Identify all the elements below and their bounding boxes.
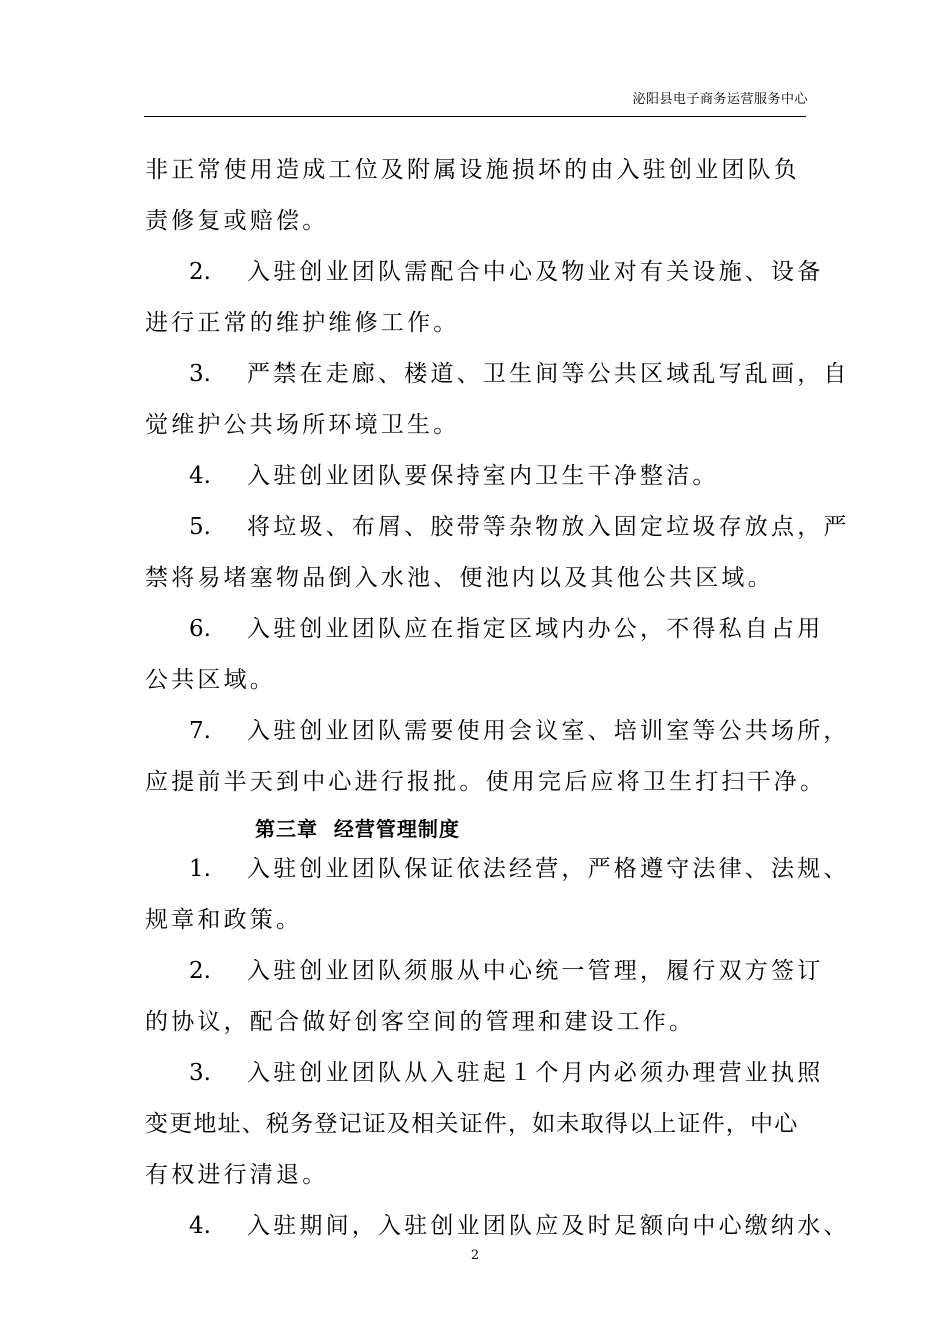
paragraph-line: 禁将易堵塞物品倒入水池、便池内以及其他公共区域。 [145, 565, 774, 591]
paragraph-line: 公共区域。 [145, 667, 276, 693]
paragraph-line: 责修复或赔偿。 [145, 208, 329, 234]
item-number: 1. [189, 856, 211, 882]
list-item-6 [145, 609, 824, 660]
item-text: 入驻创业团队从入驻起１个月内必须办理营业执照 [247, 1060, 824, 1086]
list-item-5 [145, 507, 850, 558]
list-item-3 [145, 1053, 824, 1104]
list-item-2 [145, 252, 824, 303]
item-number: 7. [189, 718, 211, 744]
item-text: 入驻创业团队需配合中心及物业对有关设施、设备 [247, 259, 824, 285]
document-body [145, 150, 850, 1257]
paragraph-line: 进行正常的维护维修工作。 [145, 310, 460, 336]
item-number: 6. [189, 616, 211, 642]
list-item-3 [145, 354, 850, 405]
item-number: 2. [189, 259, 211, 285]
item-text: 入驻创业团队需要使用会议室、培训室等公共场所， [247, 718, 850, 744]
chapter-heading: 第三章 经营管理制度 [255, 817, 460, 841]
list-item-2 [145, 951, 824, 1002]
item-text: 入驻创业团队要保持室内卫生干净整洁。 [247, 463, 719, 489]
paragraph-line: 非正常使用造成工位及附属设施损坏的由入驻创业团队负 [145, 157, 800, 183]
list-item-1 [145, 849, 850, 900]
item-text: 严禁在走廊、楼道、卫生间等公共区域乱写乱画，自 [247, 361, 850, 387]
list-item-4 [145, 456, 807, 507]
paragraph-line: 规章和政策。 [145, 907, 303, 933]
page-number: 2 [470, 1248, 480, 1263]
paragraph-line: 的协议，配合做好创客空间的管理和建设工作。 [145, 1009, 696, 1035]
item-number: 5. [189, 514, 211, 540]
paragraph-line: 变更地址、税务登记证及相关证件，如未取得以上证件，中心 [145, 1111, 799, 1137]
item-text: 入驻期间，入驻创业团队应及时足额向中心缴纳水、 [247, 1213, 850, 1239]
header-org-name: 泌阳县电子商务运营服务中心 [632, 92, 808, 107]
list-item-7 [145, 711, 850, 762]
paragraph-line: 有权进行清退。 [145, 1162, 329, 1188]
item-number: 2. [189, 958, 211, 984]
item-number: 4. [189, 463, 211, 489]
item-text: 入驻创业团队应在指定区域内办公，不得私自占用 [247, 616, 824, 642]
item-number: 3. [189, 1060, 211, 1086]
item-text: 入驻创业团队保证依法经营，严格遵守法律、法规、 [247, 856, 850, 882]
item-number: 3. [189, 361, 211, 387]
paragraph-line: 觉维护公共场所环境卫生。 [145, 412, 460, 438]
header-divider [144, 116, 806, 117]
paragraph-line: 应提前半天到中心进行报批。使用完后应将卫生打扫干净。 [145, 769, 827, 795]
item-text: 入驻创业团队须服从中心统一管理，履行双方签订 [247, 958, 824, 984]
item-text: 将垃圾、布屑、胶带等杂物放入固定垃圾存放点，严 [247, 514, 850, 540]
item-number: 4. [189, 1213, 211, 1239]
